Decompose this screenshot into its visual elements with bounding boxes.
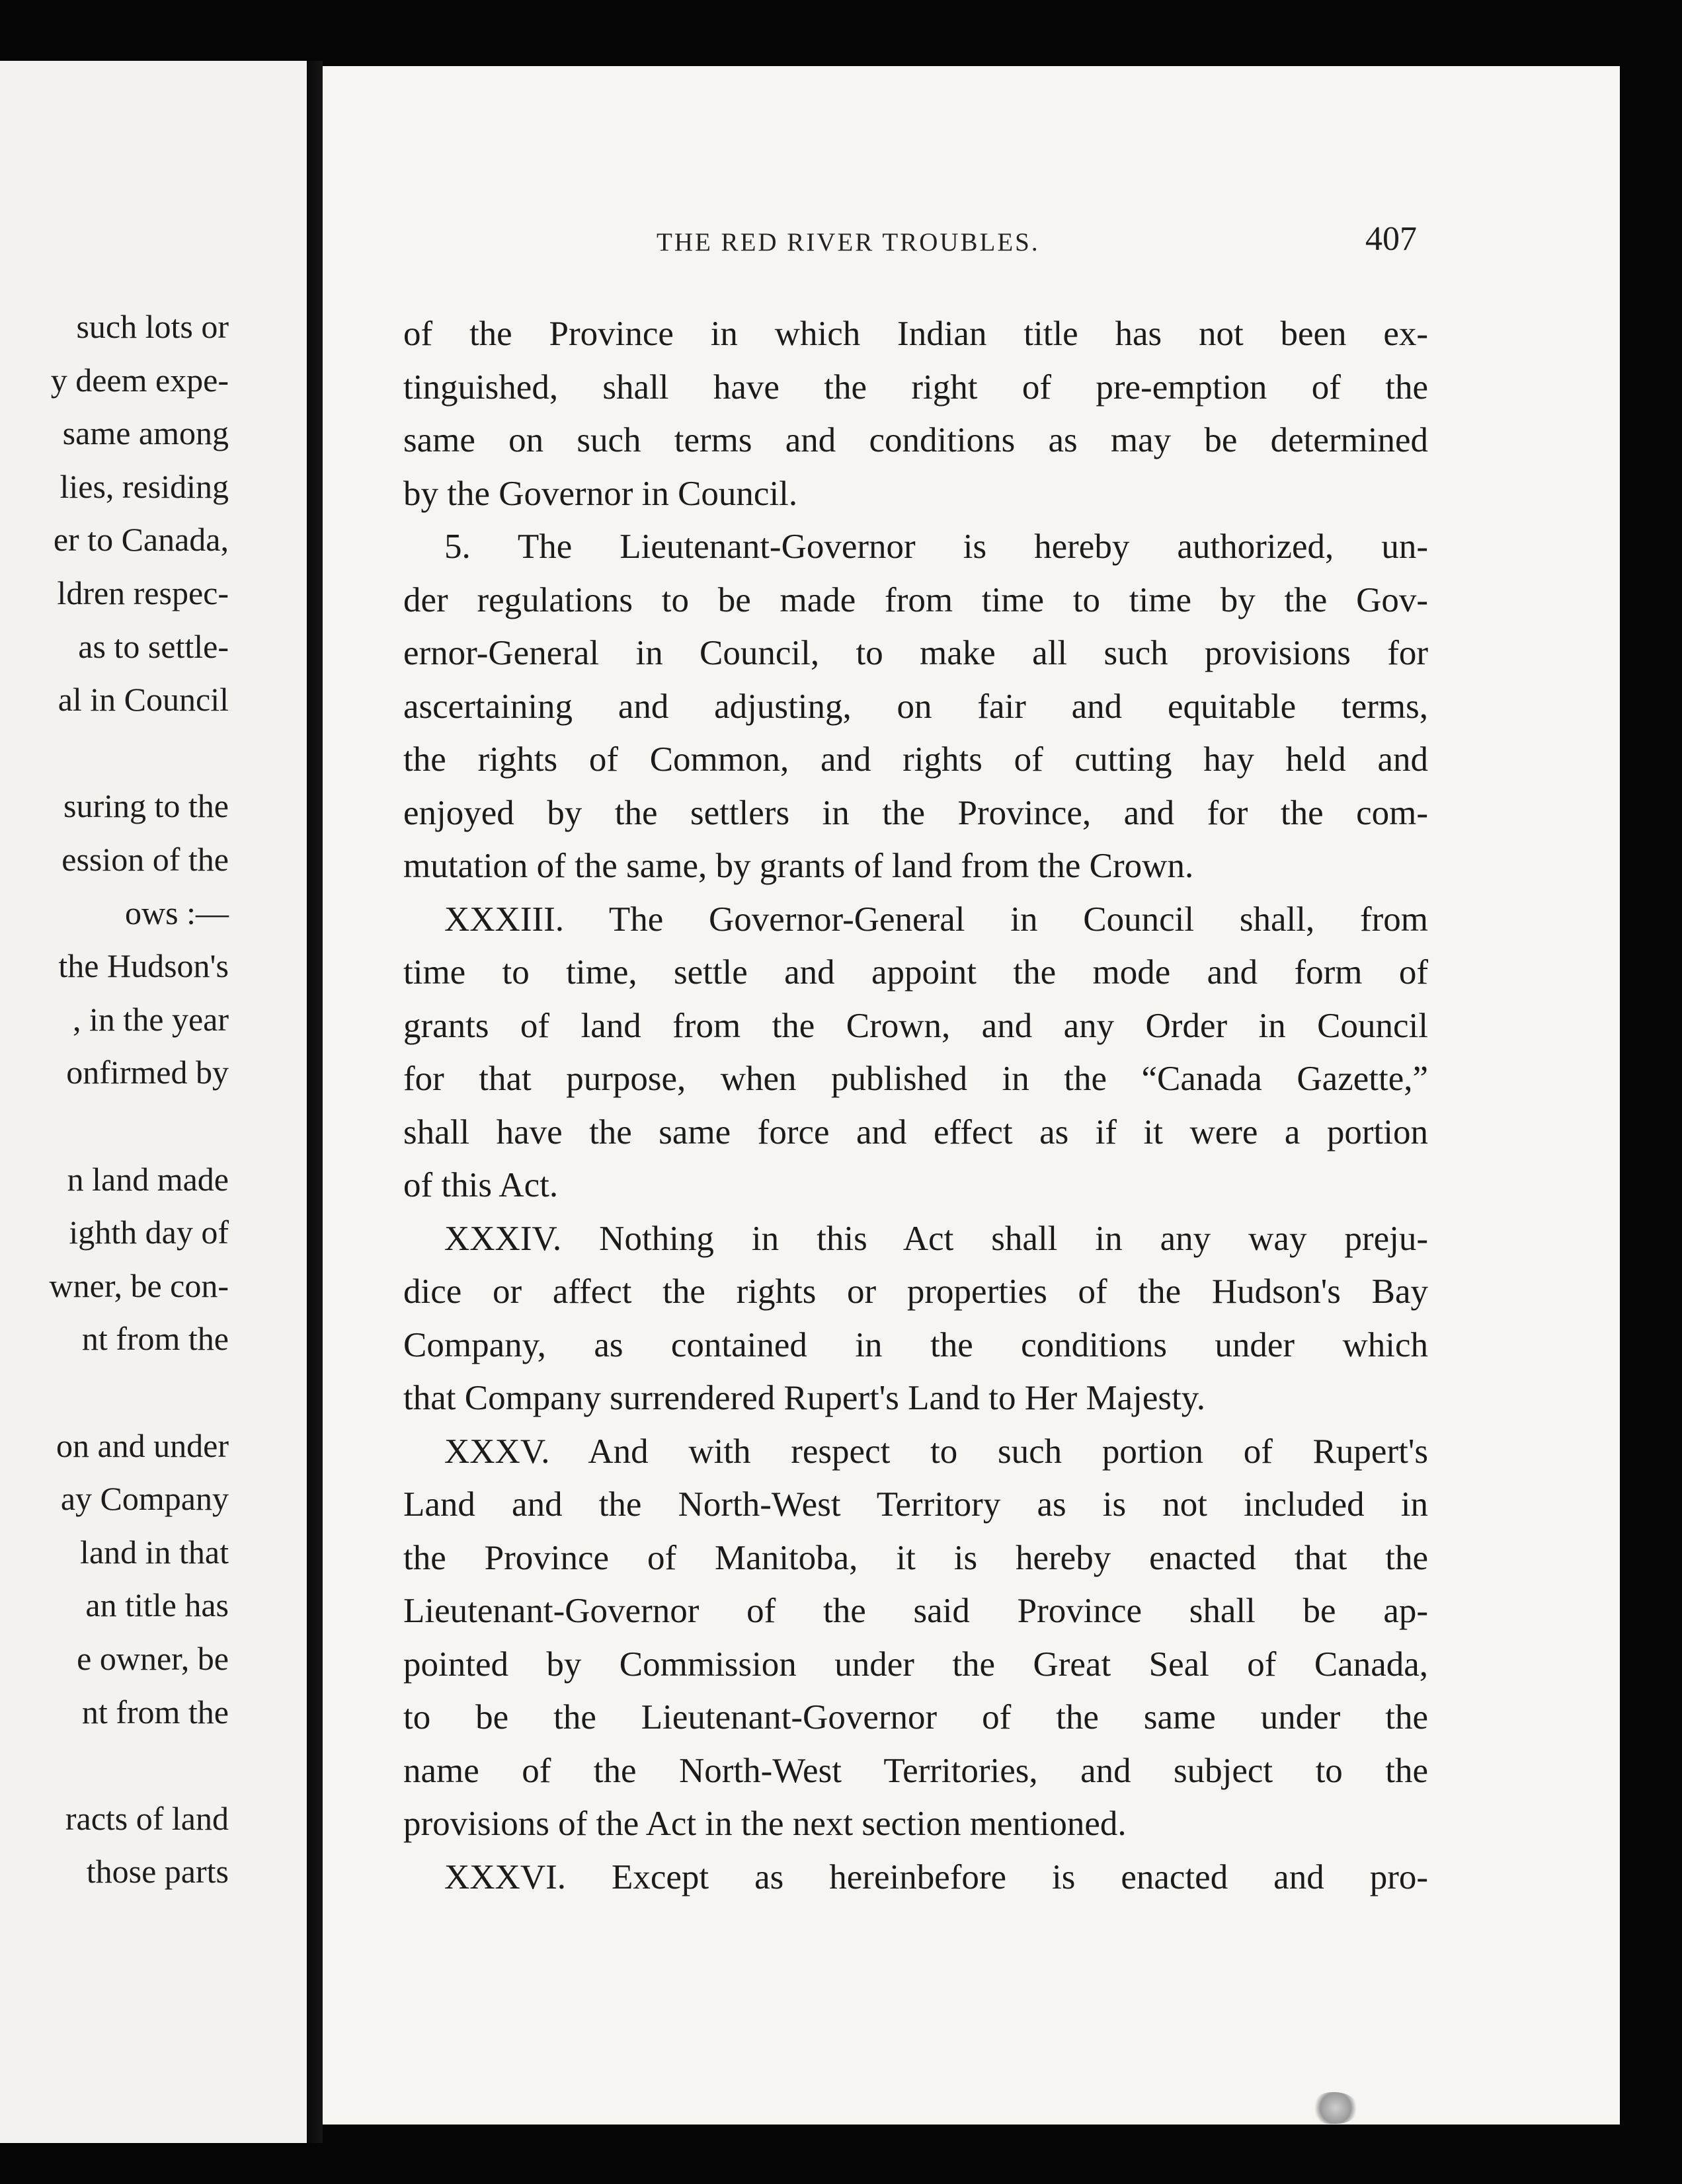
text-line: of the Province in which Indian title has not been ex- bbox=[403, 315, 1428, 353]
text-line: XXXIII. The Governor-General in Council shall, from bbox=[444, 900, 1428, 939]
text-line: XXXV. And with respect to such portion of Rupert's bbox=[444, 1432, 1428, 1471]
left-page-line: same among bbox=[62, 414, 229, 452]
text-line: the rights of Common, and rights of cutting hay held and bbox=[403, 740, 1428, 779]
left-page-line: lies, residing bbox=[60, 467, 229, 505]
text-line: grants of land from the Crown, and any Order in Council bbox=[403, 1006, 1428, 1045]
text-line: mutation of the same, by grants of land from the Crown. bbox=[403, 847, 1194, 885]
text-line: that Company surrendered Rupert's Land to Her Majesty. bbox=[403, 1379, 1206, 1417]
text-line: ascertaining and adjusting, on fair and equitable terms, bbox=[403, 687, 1428, 726]
text-line: shall have the same force and effect as if it were a portion bbox=[403, 1112, 1428, 1151]
left-page-line: such lots or bbox=[76, 308, 229, 345]
text-line: name of the North-West Territories, and subject to the bbox=[403, 1751, 1428, 1790]
left-page-line: those parts bbox=[86, 1853, 229, 1891]
book-gutter bbox=[307, 61, 323, 2143]
text-line: 5. The Lieutenant-Governor is hereby authorized, un- bbox=[444, 527, 1428, 566]
left-page-line: y deem expe- bbox=[50, 361, 229, 399]
left-page-line: ows :— bbox=[125, 894, 229, 931]
left-page-line: racts of land bbox=[65, 1799, 229, 1837]
left-page-line: land in that bbox=[80, 1533, 229, 1571]
left-page-line: n land made bbox=[67, 1160, 229, 1198]
left-page-line: nt from the bbox=[81, 1320, 229, 1358]
page-number: 407 bbox=[1365, 220, 1417, 258]
running-head: THE RED RIVER TROUBLES. bbox=[657, 228, 1040, 256]
body-text bbox=[403, 307, 1428, 1904]
left-page-line: the Hudson's bbox=[58, 947, 229, 985]
left-page-line: as to settle- bbox=[78, 627, 229, 665]
text-line: for that purpose, when published in the “Canada Gazette,” bbox=[403, 1060, 1428, 1098]
left-page-line: suring to the bbox=[63, 787, 229, 825]
text-line: Company, as contained in the conditions under which bbox=[403, 1325, 1428, 1364]
left-page-line: ighth day of bbox=[69, 1214, 229, 1251]
text-line: ernor-General in Council, to make all such provisions for bbox=[403, 634, 1428, 672]
left-page-line: ay Company bbox=[60, 1480, 229, 1518]
text-line: by the Governor in Council. bbox=[403, 474, 798, 513]
left-page-line: al in Council bbox=[58, 681, 229, 719]
text-line: dice or affect the rights or properties of the Hudson's Bay bbox=[403, 1272, 1428, 1311]
left-page-line: ession of the bbox=[61, 841, 229, 878]
left-page-line: nt from the bbox=[81, 1693, 229, 1731]
text-line: der regulations to be made from time to time by the Gov- bbox=[403, 580, 1428, 619]
left-page-line: an title has bbox=[85, 1586, 229, 1624]
left-page-line: on and under bbox=[56, 1426, 229, 1464]
left-page-fragment bbox=[0, 61, 307, 2143]
left-page-line: ldren respec- bbox=[57, 574, 229, 611]
text-line: of this Act. bbox=[403, 1166, 559, 1204]
paper-damage-speck bbox=[1312, 2092, 1359, 2124]
left-page-line: wner, be con- bbox=[49, 1267, 229, 1304]
text-line: to be the Lieutenant-Governor of the same under the bbox=[403, 1698, 1428, 1736]
text-line: XXXVI. Except as hereinbefore is enacted and pro- bbox=[444, 1857, 1428, 1896]
text-line: Lieutenant-Governor of the said Province shall be ap- bbox=[403, 1592, 1428, 1630]
text-line: Land and the North-West Territory as is not included in bbox=[403, 1485, 1428, 1524]
left-page-line: e owner, be bbox=[77, 1640, 229, 1677]
left-page-line: er to Canada, bbox=[53, 521, 229, 559]
text-line: time to time, settle and appoint the mode and form of bbox=[403, 953, 1428, 992]
left-page-line: onfirmed by bbox=[66, 1054, 229, 1091]
text-line: the Province of Manitoba, it is hereby enacted that the bbox=[403, 1538, 1428, 1577]
text-line: provisions of the Act in the next section mentioned. bbox=[403, 1805, 1127, 1843]
right-page bbox=[323, 66, 1620, 2125]
left-page-line: , in the year bbox=[72, 1000, 229, 1038]
text-line: pointed by Commission under the Great Seal of Canada, bbox=[403, 1645, 1428, 1684]
text-line: same on such terms and conditions as may be determined bbox=[403, 421, 1428, 459]
text-line: enjoyed by the settlers in the Province, and for the com- bbox=[403, 793, 1428, 832]
text-line: tinguished, shall have the right of pre-emption of the bbox=[403, 368, 1428, 407]
text-line: XXXIV. Nothing in this Act shall in any way preju- bbox=[444, 1219, 1428, 1258]
